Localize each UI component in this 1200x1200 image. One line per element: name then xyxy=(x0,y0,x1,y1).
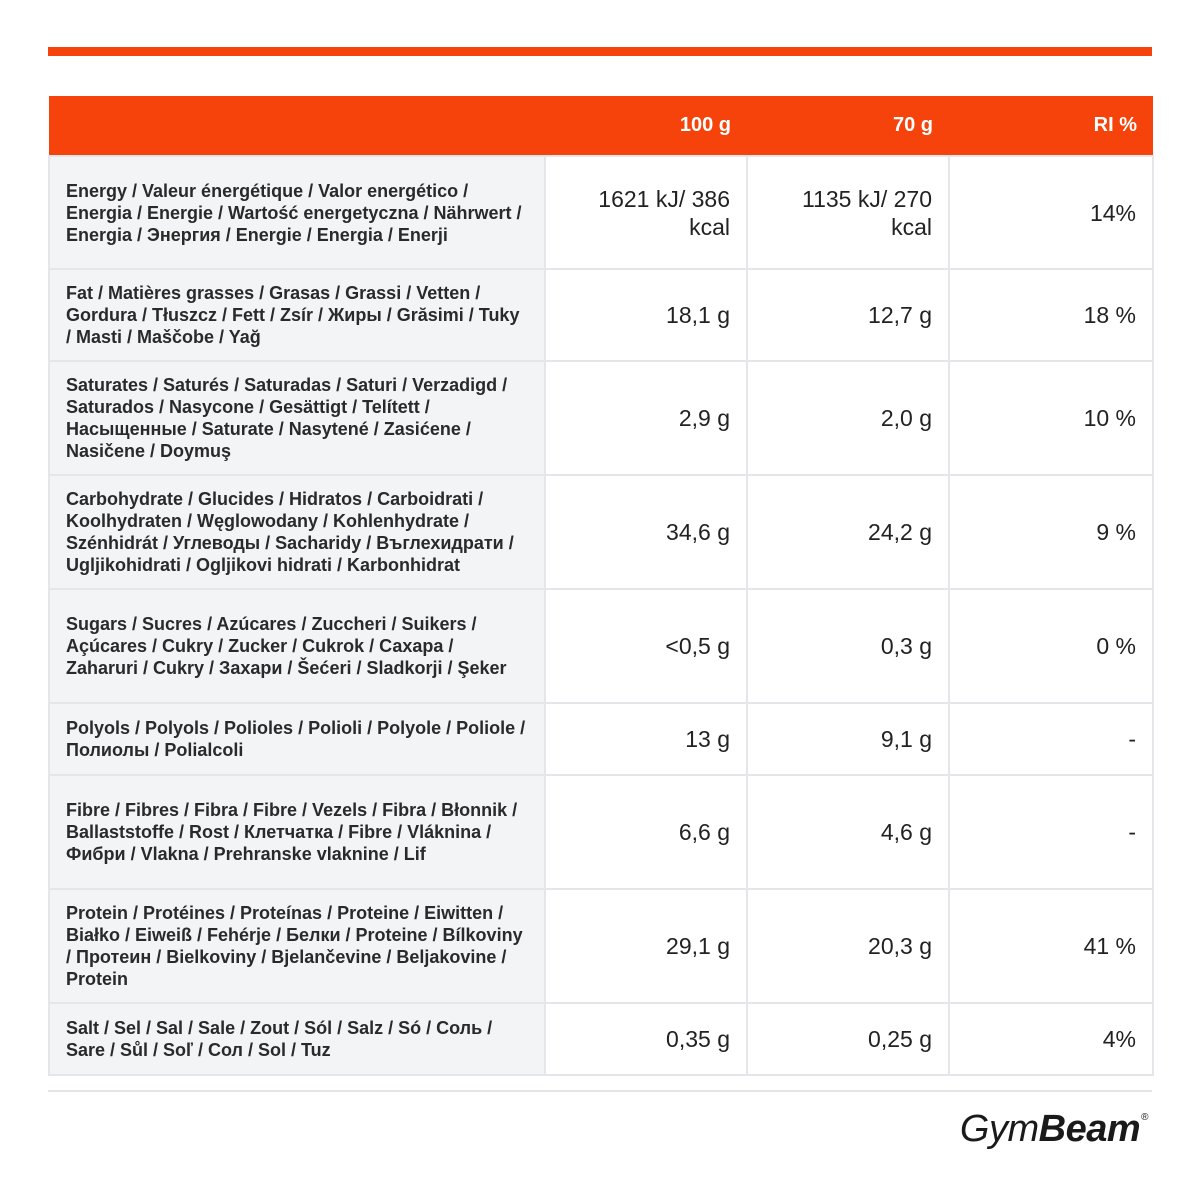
table-row xyxy=(49,1003,1153,1075)
value-ri: 41 % xyxy=(949,889,1153,1003)
table-row xyxy=(49,269,1153,361)
value-100g: 34,6 g xyxy=(545,475,747,589)
value-ri: 10 % xyxy=(949,361,1153,475)
table-row xyxy=(49,361,1153,475)
value-100g: 6,6 g xyxy=(545,775,747,889)
table-row xyxy=(49,156,1153,269)
nutrient-label: Protein / Protéines / Proteínas / Proteine / Eiwitten / Białko / Eiweiß / Fehérje / Белки / Proteine / Bílkoviny / Протеин / Bielkoviny / Bjelančevine / Beljakovine / Protein xyxy=(49,889,545,1003)
value-ri: 0 % xyxy=(949,589,1153,703)
nutrition-table xyxy=(48,96,1154,1076)
nutrient-label: Salt / Sel / Sal / Sale / Zout / Sól / Salz / Só / Соль / Sare / Sůl / Soľ / Сол / Sol / Tuz xyxy=(49,1003,545,1075)
value-100g: 0,35 g xyxy=(545,1003,747,1075)
nutrient-label: Polyols / Polyols / Polioles / Polioli / Polyole / Poliole / Полиолы / Polialcoli xyxy=(49,703,545,775)
nutrient-label: Sugars / Sucres / Azúcares / Zuccheri / Suikers / Açúcares / Cukry / Zucker / Cukrok / Сахара / Zaharuri / Cukry / Захари / Šećeri / Sladkorji / Şeker xyxy=(49,589,545,703)
value-70g: 9,1 g xyxy=(747,703,949,775)
logo-text-bold: Beam xyxy=(1038,1108,1141,1150)
nutrient-label: Carbohydrate / Glucides / Hidratos / Carboidrati / Koolhydraten / Węglowodany / Kohlenhydrate / Szénhidrát / Углеводы / Sacharidy / Въглехидрати / Ugljikohidrati / Ogljikovi hidrati / Karbonhidrat xyxy=(49,475,545,589)
value-70g: 1135 kJ/ 270 kcal xyxy=(747,156,949,269)
table-row xyxy=(49,775,1153,889)
table-header-row xyxy=(49,96,1153,156)
value-70g: 20,3 g xyxy=(747,889,949,1003)
value-100g: 18,1 g xyxy=(545,269,747,361)
value-70g: 0,3 g xyxy=(747,589,949,703)
value-70g: 2,0 g xyxy=(747,361,949,475)
value-70g: 12,7 g xyxy=(747,269,949,361)
nutrient-label: Saturates / Saturés / Saturadas / Saturi / Verzadigd / Saturados / Nasycone / Gesättigt / Telített / Насыщенные / Saturate / Nasytené / Zasićene / Nasičene / Doymuş xyxy=(49,361,545,475)
value-70g: 24,2 g xyxy=(747,475,949,589)
value-100g: 2,9 g xyxy=(545,361,747,475)
gymbeam-logo xyxy=(960,1108,1148,1151)
value-ri: 18 % xyxy=(949,269,1153,361)
footer-divider xyxy=(48,1090,1152,1092)
nutrient-label: Energy / Valeur énergétique / Valor energético / Energia / Energie / Wartość energetyczna / Nährwert / Energia / Энергия / Energie / Energia / Enerji xyxy=(49,156,545,269)
value-70g: 4,6 g xyxy=(747,775,949,889)
value-100g: <0,5 g xyxy=(545,589,747,703)
top-accent-bar xyxy=(48,47,1152,56)
header-70g: 70 g xyxy=(747,96,949,156)
logo-text-light: Gym xyxy=(959,1108,1039,1150)
value-ri: 4% xyxy=(949,1003,1153,1075)
registered-mark: ® xyxy=(1141,1112,1148,1123)
header-label xyxy=(49,96,545,156)
header-100g: 100 g xyxy=(545,96,747,156)
value-100g: 29,1 g xyxy=(545,889,747,1003)
value-100g: 13 g xyxy=(545,703,747,775)
value-ri: - xyxy=(949,703,1153,775)
header-ri: RI % xyxy=(949,96,1153,156)
table-row xyxy=(49,703,1153,775)
value-ri: 14% xyxy=(949,156,1153,269)
value-70g: 0,25 g xyxy=(747,1003,949,1075)
table-row xyxy=(49,475,1153,589)
table-row xyxy=(49,889,1153,1003)
nutrient-label: Fibre / Fibres / Fibra / Fibre / Vezels / Fibra / Błonnik / Ballaststoffe / Rost / Клетчатка / Fibre / Vláknina / Фибри / Vlakna / Prehranske vlaknine / Lif xyxy=(49,775,545,889)
nutrient-label: Fat / Matières grasses / Grasas / Grassi / Vetten / Gordura / Tłuszcz / Fett / Zsír / Жиры / Grăsimi / Tuky / Masti / Maščobe / Yağ xyxy=(49,269,545,361)
value-100g: 1621 kJ/ 386 kcal xyxy=(545,156,747,269)
value-ri: 9 % xyxy=(949,475,1153,589)
table-row xyxy=(49,589,1153,703)
value-ri: - xyxy=(949,775,1153,889)
